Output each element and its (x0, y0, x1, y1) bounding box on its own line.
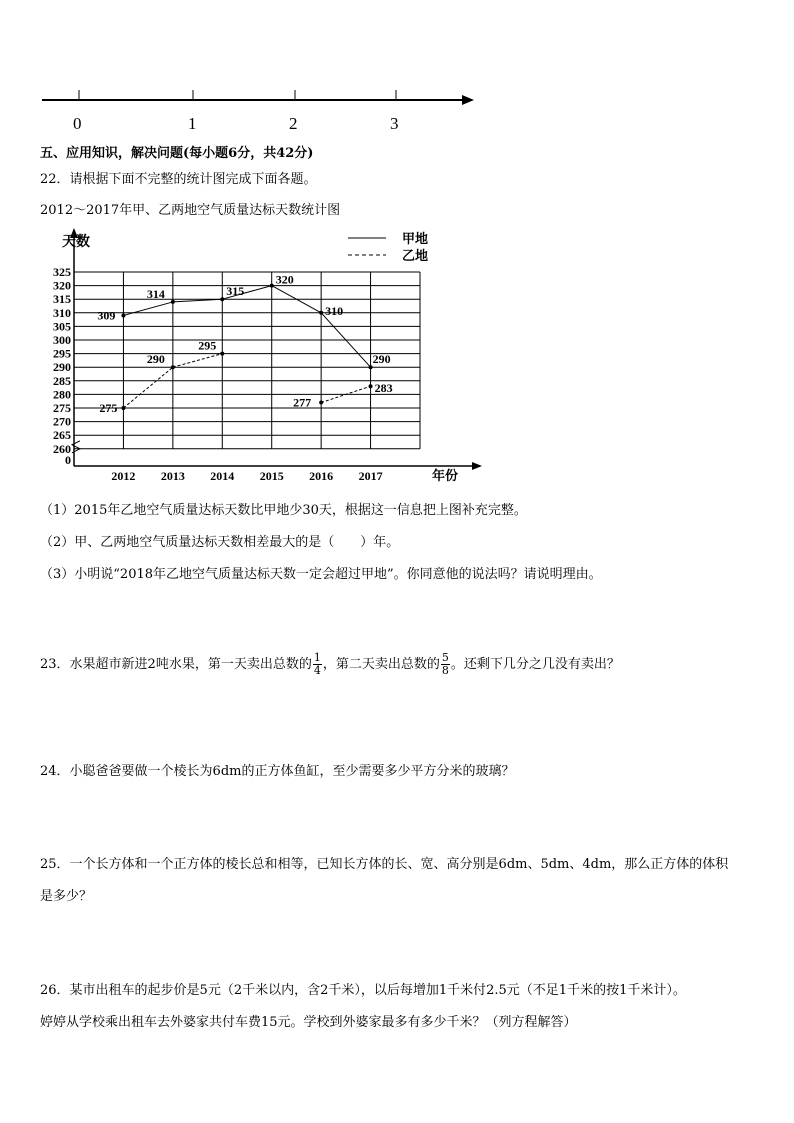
x-axis-arrow (472, 462, 482, 470)
fraction-1-denominator: 4 (313, 664, 321, 677)
question-22-sub-3: （3）小明说“2018年乙地空气质量达标天数一定会超过甲地”。你同意他的说法吗？请说明理由。 (40, 567, 602, 582)
number-line-label-1: 1 (188, 114, 197, 133)
series-0-point (220, 297, 224, 301)
question-23-part-3: 。还剩下几分之几没有卖出？ (450, 657, 620, 672)
question-22-sub-1: （1）2015年乙地空气质量达标天数比甲地少30天，根据这一信息把上图补充完整。 (40, 503, 527, 518)
y-tick-label: 0 (65, 453, 71, 467)
y-tick-label: 305 (53, 319, 71, 334)
fraction-1-numerator: 1 (313, 651, 321, 664)
y-tick-label: 265 (53, 428, 71, 443)
series-1-point (369, 384, 373, 388)
fraction-2-denominator: 8 (441, 664, 449, 677)
legend-label-0: 甲地 (402, 231, 429, 246)
y-tick-label: 315 (53, 292, 71, 307)
y-tick-label: 270 (53, 414, 71, 429)
series-1-data-label: 295 (198, 338, 217, 353)
y-tick-label: 320 (53, 278, 71, 293)
series-0-point (319, 311, 323, 315)
question-23-part-2: ，第二天卖出总数的 (322, 657, 440, 672)
series-0-data-label: 320 (275, 272, 294, 287)
question-23 (40, 652, 620, 677)
series-0-data-label: 310 (325, 303, 344, 318)
y-tick-label: 260 (53, 441, 71, 456)
question-26-line-1: 26．某市出租车的起步价是5元（2千米以内，含2千米），以后每增加1千米付2.5元（不足1千米的按1千米计）。 (40, 983, 686, 998)
series-1-data-label: 290 (146, 352, 165, 367)
fraction-one-quarter (313, 652, 322, 677)
series-0-data-label: 315 (226, 284, 245, 299)
question-26-line-2: 婷婷从学校乘出租车去外婆家共付车费15元。学校到外婆家最多有多少千米？（列方程解答） (40, 1015, 577, 1030)
series-1-point (171, 365, 175, 369)
y-tick-label: 275 (53, 401, 71, 415)
legend-label-1: 乙地 (402, 248, 429, 263)
question-25-line-2: 是多少？ (40, 889, 93, 904)
series-0-point (171, 300, 175, 304)
x-tick-label: 2014 (210, 469, 235, 483)
x-tick-label: 2013 (160, 469, 185, 483)
x-tick-label: 2016 (309, 469, 334, 483)
fraction-five-eighths (441, 652, 450, 677)
series-0-segment (123, 302, 172, 316)
series-1-segment (173, 354, 222, 368)
axis-break-mark (72, 441, 80, 453)
y-tick-label: 280 (53, 387, 71, 402)
series-0-point (270, 284, 274, 288)
x-axis-title: 年份 (432, 468, 459, 483)
y-tick-label: 300 (53, 333, 71, 347)
series-1-segment (123, 367, 172, 408)
x-tick-label: 2012 (111, 469, 136, 483)
series-1-data-label: 277 (293, 395, 312, 410)
series-0-point (121, 314, 125, 318)
question-22-sub-2: （2）甲、乙两地空气质量达标天数相差最大的是（ ）年。 (40, 535, 400, 550)
series-0-data-label: 290 (372, 352, 391, 367)
fraction-2-numerator: 5 (441, 651, 449, 664)
x-tick-label: 2017 (358, 469, 383, 483)
series-1-point (220, 352, 224, 356)
number-line-label-3: 3 (390, 114, 399, 133)
chart-caption: 2012～2017年甲、乙两地空气质量达标天数统计图 (40, 203, 341, 218)
series-1-point (319, 401, 323, 405)
series-1-point (121, 406, 125, 410)
x-tick-label: 2015 (259, 469, 284, 483)
question-23-part-1: 23．水果超市新进2吨水果，第一天卖出总数的 (40, 657, 312, 672)
question-22-prompt: 22．请根据下面不完整的统计图完成下面各题。 (40, 172, 317, 187)
y-axis-title: 天数 (62, 235, 90, 250)
y-tick-label: 325 (53, 265, 71, 279)
series-0-data-label: 309 (97, 308, 116, 323)
series-1-data-label: 275 (99, 401, 118, 415)
number-line-label-2: 2 (289, 114, 298, 133)
y-tick-label: 310 (53, 305, 71, 320)
question-24: 24．小聪爸爸要做一个棱长为6dm的正方体鱼缸，至少需要多少平方分米的玻璃？ (40, 764, 515, 779)
line-chart (0, 222, 794, 484)
series-0-data-label: 314 (146, 286, 165, 301)
section-title: 五、应用知识，解决问题(每小题6分，共42分) (40, 146, 314, 161)
question-25-line-1: 25．一个长方体和一个正方体的棱长总和相等，已知长方体的长、宽、高分别是6dm、5dm、4dm，那么正方体的体积 (40, 857, 729, 872)
y-tick-label: 295 (53, 346, 71, 361)
y-tick-label: 290 (53, 360, 71, 375)
number-line-label-0: 0 (73, 114, 82, 133)
series-1-data-label: 283 (374, 381, 393, 396)
y-tick-label: 285 (53, 373, 71, 388)
